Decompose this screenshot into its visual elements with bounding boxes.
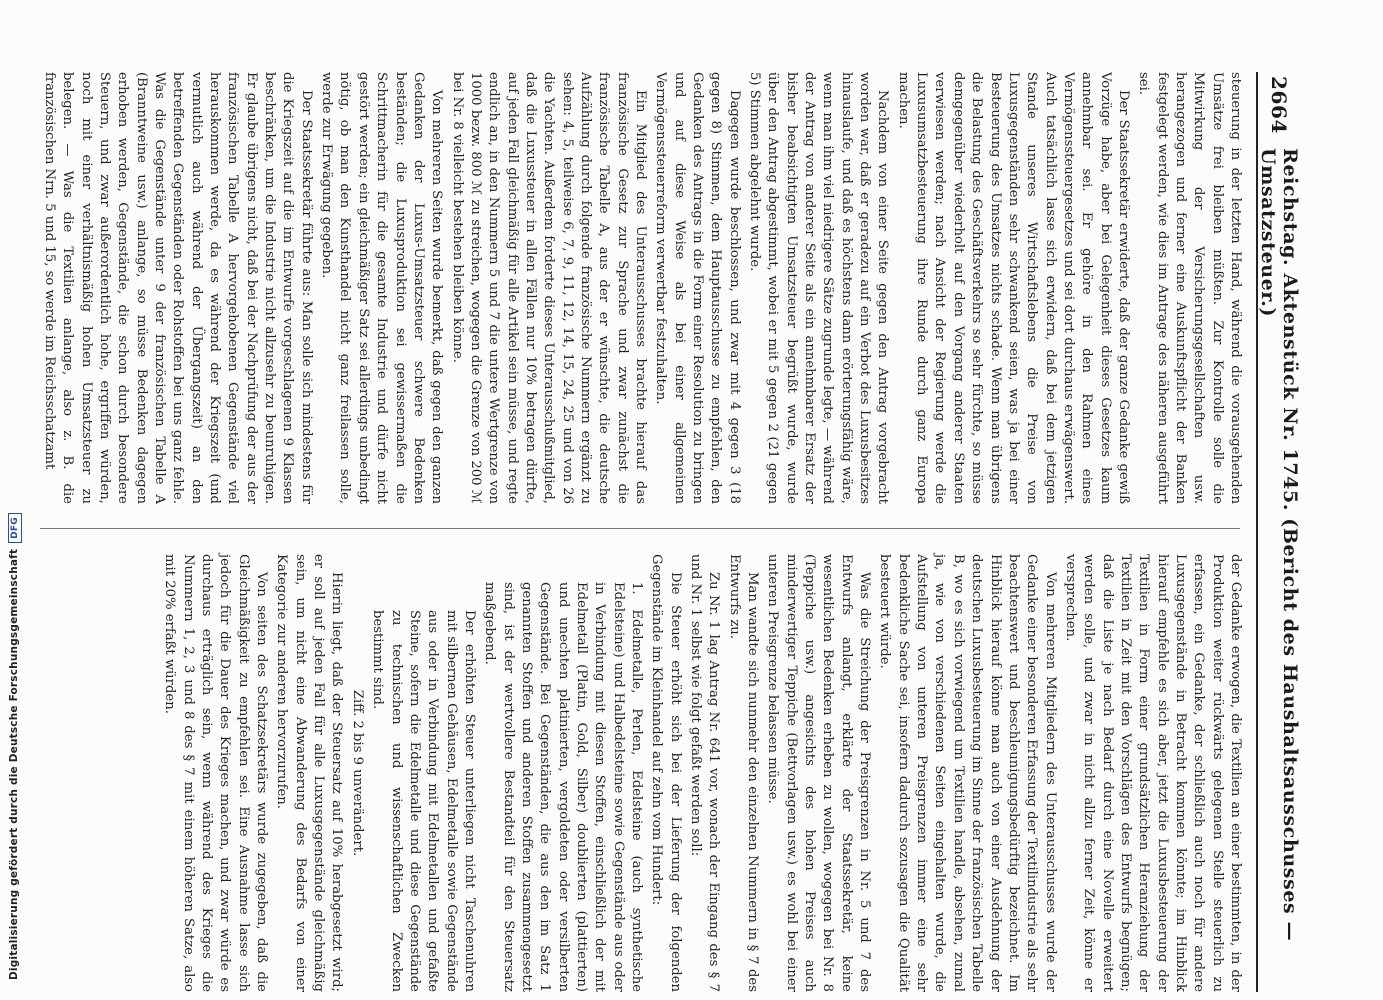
digitization-credit [8,513,22,980]
paragraph: Man wandte sich nunmehr den einzelnen Nummern in § 7 des Entwurfs zu. [726,554,761,992]
ziff-line: Ziff. 2 bis 9 unverändert. [349,689,365,857]
paragraph: Von mehreren Mitgliedern des Unterausschusses wurde der Gedanke einer besonderen Erfassung der Textilindustrie als sehr beachtenswert und beschleunigungsbedürftig bezeichnet. Im Hinblick hierauf könne man auch von einer Ausdehnung der deutschen Luxusbesteuerung im Sinne der französischen Tabelle B, wo es sich vorwiegend um Textilien handle, absehen, zumal ja, wie von verschiedenen Seiten eingehalten wurde, die Aufstellung von unteren Preisgrenzen immer eine sehr bedenkliche Sache sei, insofern dadurch sozusagen die Qualität besteuert würde. [877,554,1058,992]
paragraph: Die Steuer erhöht sich bei der Lieferung der folgenden Gegenstände im Kleinhandel auf zehn vom Hundert: [649,554,683,992]
paragraph: Nachdem von einer Seite gegen den Antrag vorgebracht worden war, daß er geradezu auf ein Verbot des Luxusbesitzes hinauslaufe, und daß es höchstens dann erörterungsfähig wäre, wenn man ihm viel niedrigere Sätze zugrunde legte, — während der Antrag von anderer Seite als ein annehmbarer Ersatz der bisher beabsichtigten Umsatzsteuer begrüßt wurde, wurde über den Antrag abgestimmt, wobei er mit 5 gegen 2 (21 gegen 5) Stimmen abgelehnt wurde. [747,72,891,504]
paragraph: Der Staatssekretär führte aus: Man solle sich mindestens für die Kriegszeit auf die im Entwurfe vorgeschlagenen 9 Klassen beschränken, um die Industrie nicht allzusehr zu beunruhigen. Er glaube übrigens nicht, daß bei der Nachprüfung der aus der französischen Tabelle A hervorgehobenen Gegenstände viel herauskommen werde, da es während der Kriegszeit (und vermutlich auch während der Übergangszeit) an den betreffenden Gegenständen oder Rohstoffen bei uns ganz fehle. Was die Gegenstände unter 9 der französischen Tabelle A (Branntweine usw.) anlange, so müsse Bedenken dagegen erhoben werden, Gegenstände, die schon durch besondere Steuern, und zwar außerordentlich hohe, ergriffen würden, noch mit einer verhältnismäßig hohen Umsatzsteuer zu belegen. — Was die Textilien anlange, also z. B. die französischen Nrn. 5 und 15, so werde im Reichsschatzamt [42,72,314,504]
list-item: 1. Edelmetalle, Perlen, Edelsteine (auch synthetische Edelsteine) und Halbedelsteine sowie Gegenstände aus oder in Verbindung mit diesen Stoffen, einschließlich der mit Edelmetall (Platin, Gold, Silber) doublierten (plattierten) und unechten platinierten, vergoldeten oder versilberten Gegenstände. Bei Gegenständen, die aus den im Satz 1 genannten Stoffen und anderen Stoffen zusammengesetzt sind, ist der wertvollere Bestandteil für den Steuersatz maßgebend. [482,582,644,992]
paragraph: Der Staatssekretär erwiderte, daß der ganze Gedanke gewiß Vorzüge habe, aber bei Gelegenheit dieses Gesetzes kaum annehmbar sei. Er gehöre in den Rahmen eines Vermögenssteuergesetzes und sei dort durchaus erwägenswert. Auch tatsächlich lasse sich erwidern, daß bei dem jetzigen Stande unseres Wirtschaftslebens die Preise von Luxusgegenständen sehr schwankend seien, was ja bei einer Besteuerung des Umsatzes nichts schade. Wenn man übrigens die Belastung des Geschäftsverkehrs so sehr fürchte, so müsse demgegenüber wiederholt auf den Vorgang anderer Staaten verwiesen werden; nach Ansicht der Regierung werde die Luxusumsatzbesteuerung ihre Runde durch ganz Europa machen. [895,72,1131,504]
paragraph: Von mehreren Seiten wurde bemerkt, daß gegen den ganzen Gedanken der Luxus-Umsatzsteuer schwere Bedenken beständen; die Luxusproduktion sei gewissermaßen die Schrittmacherin für die gesamte Industrie und dürfe nicht gestört werden; ein gleichmäßiger Satz sei allerdings unbedingt nötig, ob man den Kunsthandel nicht ganz freilassen solle, werde zur Erwägung gegeben. [319,72,445,504]
paragraph: der Gedanke erwogen, die Textilien an einer bestimmten, in der Produktion weiter rückwärts gelegenen Stelle steuerlich zu erfassen, ein Gedanke, der schließlich auch noch für andere Luxusgegenstände in Betracht kommen könnte; im Hinblick hierauf empfehle es sich aber, jetzt die Luxusbesteuerung der Textilien in Form einer grundsätzlichen Heranziehung der Textilien in Zeit mit den Vorschlägen des Entwurfs begnügen; daß die Liste je nach Bedarf durch eine Novelle erweitert werden solle, und zwar in nicht allzu ferner Zeit, könne er versprechen. [1062,554,1243,992]
paragraph: Dagegen wurde beschlossen, und zwar mit 4 gegen 3 (18 gegen 8) Stimmen, dem Hauptausschusse zu empfehlen, den Gedanken des Antrags in die Form einer Resolution zu bringen und auf diese Weise als bei einer allgemeinen Vermögenssteuerreform verwertbar festzuhalten. [653,72,742,504]
paragraph: steuerung in der letzten Hand, während die vorausgehenden Umsätze frei bleiben müßten. Zur Kontrolle solle die Mitwirkung der Versicherungsgesellschaften usw. herangezogen und ferner eine Auskunftspflicht der Banken festgelegt werden, wie dies im Antrage des näheren ausgeführt sei. [1136,72,1243,504]
left-text-column [38,72,1244,504]
paragraph: Hierin liegt, daß der Steuersatz auf 10% herabgesetzt wird; er soll auf jeden Fall für alle Luxusgegenstände gleichmäßig sein, um nicht eine Abwanderung des Bedarfs von einer Kategorie zur anderen hervorzurufen. [274,554,345,992]
right-text-column [158,554,1244,992]
digitization-note: Digitalisierung gefördert durch die Deutsche Forschungsgemeinschaft [8,548,20,980]
paragraph: Von seiten des Schatzsekretärs wurde zugegeben, daß die Gleichmäßigkeit zu empfehlen sei. Eine Ausnahme lasse sich jedoch für die Dauer des Krieges machen, und zwar würde es durchaus erträglich sein, wenn während des Krieges die Nummern 1, 2, 3 und 8 des § 7 mit einem höheren Satze, also mit 20% erfaßt würden. [162,554,270,992]
paragraph: Zu Nr. 1 lag Antrag Nr. 641 vor, wonach der Eingang des § 7 und Nr. 1 selbst wie folgt gefaßt werden soll: [688,554,722,992]
paragraph: Ein Mitglied des Unterausschusses brachte hierauf das französische Gesetz zur Sprache und zwar zunächst die französische Tabelle A, aus der er wünschte, die deutsche Aufzählung durch folgende französische Nummern ergänzt zu sehen: 4, 5, teilweise 6, 7, 9, 11, 12, 14, 15, 24, 25 und von 26 die Yachten. Außerdem forderte dieses Unterausschußmitglied, daß die Luxussteuer in allen Fällen nur 10% betragen dürfte, auf jeden Fall gleichmäßig für alle Artikel sein müsse, und regte endlich an, in den Nummern 5 und 7 die untere Wertgrenze von 1000 bezw. 800 ℳ zu streichen, wogegen die Grenze von 200 ℳ bei Nr. 8 vielleicht bestehen bleiben könne. [449,72,648,504]
list-item-note: Der erhöhten Steuer unterliegen nicht Taschenuhren mit silbernen Gehäusen, Edelmetalle sowie Gegenstände aus oder in Verbindung mit Edelmetallen und gefaßte Steine, sofern die Edelmetalle und diese Gegenstände zu technischen und wissenschaftlichen Zwecken bestimmt sind. [370,610,477,992]
page-header [1256,72,1300,992]
page-number: 2664 [1267,76,1291,135]
dfg-logo: DFG [8,513,22,543]
running-title: Reichstag. Aktenstück Nr. 1745. (Bericht des Haushaltsausschusses — Umsatzsteuer.) [1257,148,1301,942]
column-divider [40,528,1240,529]
paragraph: Was die Streichung der Preisgrenzen in Nr. 5 und 7 des Entwurfs anlangt, erklärte der Staatssekretär, keine wesentlichen Bedenken erheben zu wollen, wogegen bei Nr. 8 (Teppiche usw.) angesichts des hohen Preises auch minderwertiger Teppiche (Bettvorlagen usw.) es wohl bei einer unteren Preisgrenze belassen müsse. [765,554,873,992]
rotated-page-content [20,72,1300,992]
